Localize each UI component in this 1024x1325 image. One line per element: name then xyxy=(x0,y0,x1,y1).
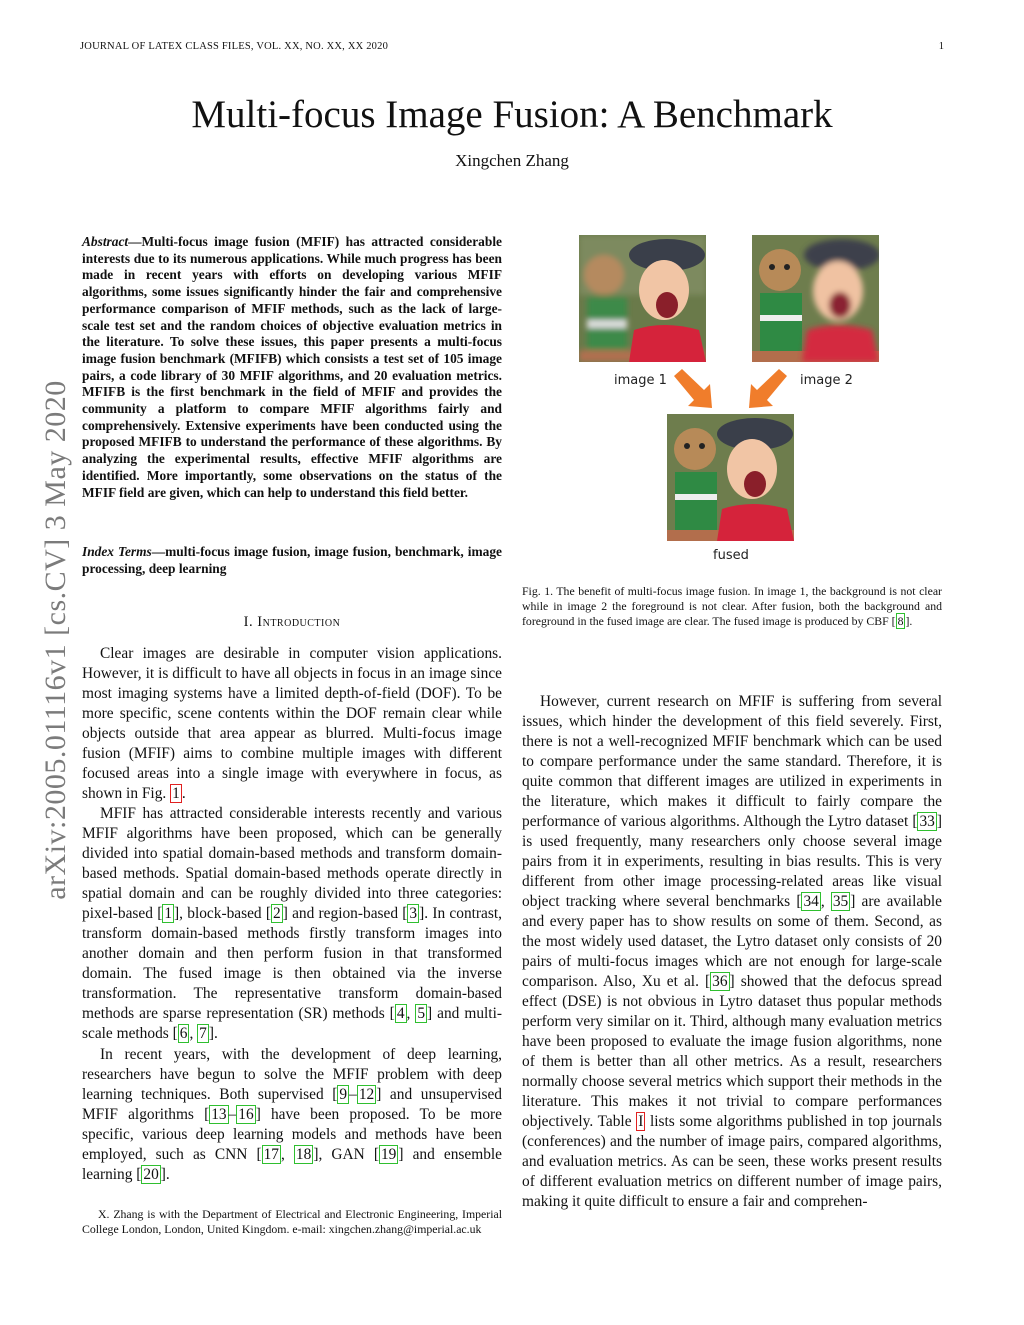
caption-label: Fig. 1. xyxy=(522,584,554,598)
paragraph-text: ], block-based [ xyxy=(174,905,271,922)
paragraph-text: ] and region-based [ xyxy=(282,905,408,922)
index-terms-text: multi-focus image fusion, image fusion, benchmark, image processing, deep learning xyxy=(82,544,502,576)
citation-link[interactable]: 4 xyxy=(396,1005,405,1022)
image-2-label: image 2 xyxy=(800,373,853,388)
paragraph-text: ] and ensemble learning [ xyxy=(82,1146,502,1183)
journal-name: JOURNAL OF LATEX CLASS FILES, VOL. XX, NO. XX, XX 2020 xyxy=(80,41,389,52)
image-1-photo xyxy=(579,235,706,362)
paragraph-text: ] showed that the defocus spread effect (DSE) is not obvious in Lytro dataset thus popular methods perform very similar on it. Third, although many evaluation metrics have been proposed to evaluate the image fusion algorithms, none of them is better than all other metrics. As a result, researchers normally choose several metrics which support their methods in the literature. This makes it not trivial to compare performances objectively. Table xyxy=(522,973,942,1130)
paragraph-text: ] is used frequently, many researchers only choose several image pairs from it in experiments, resulting in bias results. This is very different from other image processing-related areas like visual object tracking where several benchmarks [ xyxy=(522,813,942,910)
fused-label: fused xyxy=(713,548,749,563)
citation-link[interactable]: 12 xyxy=(358,1086,375,1103)
paragraph-text: ] and multi-scale methods [ xyxy=(82,1005,502,1042)
citation-link[interactable]: 8 xyxy=(897,614,904,629)
citation-link[interactable]: 36 xyxy=(712,973,728,990)
citation-link[interactable]: 20 xyxy=(143,1166,159,1183)
citation-link[interactable]: 17 xyxy=(263,1146,279,1163)
paper-title: Multi-focus Image Fusion: A Benchmark xyxy=(191,93,833,136)
index-terms-label: Index Terms xyxy=(82,544,152,559)
author-footnote: X. Zhang is with the Department of Electrical and Electronic Engineering, Imperial College London, London, United Kingdom. e-mail: xingchen.zhang@imperial.ac.uk xyxy=(82,1207,502,1237)
intro-paragraph-1 xyxy=(82,644,502,804)
paragraph-text: ]. xyxy=(208,1025,218,1042)
caption-text: The benefit of multi-focus image fusion. In image 1, the background is not clear while in image 2 the foreground is not clear. After fusion, both the background and foreground in the fused image are clear. The fused image is produced by CBF [ xyxy=(522,584,942,629)
intro-paragraph-2: MFIF has attracted considerable interests recently and various MFIF algorithms have been proposed, which can be generally divided into spatial domain-based methods and transform domain-based methods. Spatial domain-based methods operate directly in spatial domain and can be roughly divided into three categories: pixel-based [ 1 ], block-based [ 2 ] and region-based [ 3 ]. In contrast, transform domain-based methods firstly transform images into another domain and then perform fusion in that transformed domain. The fused image is then obtained via the inverse transformation. The representative transform domain-based methods are sparse representation (SR) methods [ 4 , 5 ] and multi-scale methods [ 6 , 7 ]. xyxy=(82,805,502,1042)
citation-link[interactable]: 5 xyxy=(417,1005,426,1022)
citation-link[interactable]: 18 xyxy=(295,1146,312,1163)
paragraph-text: ] have been proposed. To be more specific, various deep learning models and methods have been employed, such as CNN [ xyxy=(82,1106,502,1163)
arrow-left-down-icon xyxy=(744,368,789,410)
citation-link[interactable]: 13 xyxy=(211,1106,227,1123)
page-number: 1 xyxy=(938,41,944,52)
image-1-label: image 1 xyxy=(614,373,667,388)
abstract: Abstract—Multi-focus image fusion (MFIF) has attracted considerable interests due to its numerous applications. While much progress has been made in recent years with efforts on developing various MFIF algorithms, some issues significantly hinder the fair and comprehensive performance comparison of MFIF methods, such as the lack of large-scale test set and the random choices of objective evaluation metrics in the literature. To solve these issues, this paper presents a multi-focus image fusion benchmark (MFIFB) which consists a test set of 105 image pairs, a code library of 30 MFIF algorithms, and 20 evaluation metrics. MFIFB is the first benchmark in the field of MFIF and provides the community a platform to compare MFIF algorithms fairly and comprehensively. Extensive experiments have been conducted using the proposed MFIFB to understand the performance of these algorithms. By analyzing the experimental results, effective MFIF algorithms are identified. More importantly, some observations on the status of the MFIF field are given, which can help to understand this field better. xyxy=(82,234,502,500)
paragraph-text: ], GAN [ xyxy=(313,1146,379,1163)
intro-paragraph-3: In recent years, with the development of deep learning, researchers have begun to solve the MFIF problem with deep learning techniques. Both supervised [ 9 – 12 ] and unsupervised MFIF algorithms [ 13 – 16 ] have been proposed. To be more specific, various deep learning models and methods have been employed, such as CNN [ 17 , 18 ], GAN [ 19 ] and ensemble learning [ 20 ]. xyxy=(82,1046,502,1183)
abstract-text: Multi-focus image fusion (MFIF) has attracted considerable interests due to its numerous applications. While much progress has been made in recent years with efforts on developing various MFIF algorithms, some issues significantly hinder the fair and comprehensive performance comparison of MFIF methods, such as the lack of large-scale test set and the random choices of objective evaluation metrics in the literature. To solve these issues, this paper presents a multi-focus image fusion benchmark (MFIFB) which consists a test set of 105 image pairs, a code library of 30 MFIF algorithms, and 20 evaluation metrics. MFIFB is the first benchmark in the field of MFIF and provides the community a platform to compare MFIF algorithms fairly and comprehensively. Extensive experiments have been conducted using the proposed MFIFB to understand the performance of these algorithms. By analyzing the experimental results, effective MFIF algorithms are identified. More importantly, some observations on the status of the MFIF field are given, which can help to understand this field better. xyxy=(82,234,502,500)
paragraph-text: However, current research on MFIF is suffering from several issues, which hinder the development of this field severely. First, there is not a well-recognized MFIF benchmark which can be used to compare performance under the same standard. Therefore, it is quite common that different images are utilized in experiments in the literature, which makes it difficult to fairly compare the performance of various algorithms. Although the Lytro dataset [ xyxy=(522,693,942,830)
citation-link[interactable]: 2 xyxy=(273,905,281,922)
section-heading xyxy=(82,614,502,631)
section-number: I. xyxy=(243,614,254,630)
paragraph-text: MFIF has attracted considerable interests recently and various MFIF algorithms have been proposed, which can be generally divided into spatial domain-based methods and transform domain-based methods. Spatial domain-based methods operate directly in spatial domain and can be roughly divided into three categories: pixel-based [ xyxy=(82,805,502,922)
citation-link[interactable]: 9 xyxy=(339,1086,348,1103)
fused-photo xyxy=(667,414,794,541)
running-header xyxy=(80,41,388,52)
citation-link[interactable]: 35 xyxy=(832,893,849,910)
citation-link[interactable]: 33 xyxy=(919,813,935,830)
paragraph-text: In recent years, with the development of deep learning, researchers have begun to solve the MFIF problem with deep learning techniques. Both supervised [ xyxy=(82,1046,502,1103)
figure-caption xyxy=(522,584,942,630)
citation-link[interactable]: 34 xyxy=(803,893,819,910)
image-2-photo xyxy=(752,235,879,362)
table-link[interactable]: I xyxy=(638,1113,644,1130)
section-title: Introduction xyxy=(257,614,341,630)
paragraph-text: ] and unsupervised MFIF algorithms [ xyxy=(82,1086,502,1123)
caption-end: ]. xyxy=(905,614,913,629)
index-terms: Index Terms—multi-focus image fusion, image fusion, benchmark, image processing, deep learning xyxy=(82,544,502,576)
figure-link[interactable]: 1 xyxy=(172,785,180,802)
citation-link[interactable]: 16 xyxy=(238,1106,254,1123)
paragraph-text: ] are available and every paper has to show results on some of them. Second, as the most widely used dataset, the Lytro dataset only consists of 20 pairs of multi-focus images which are not enough for large-scale comparison. Also, Xu et al. [ xyxy=(522,893,942,990)
paragraph-text: Clear images are desirable in computer vision applications. However, it is difficult to have all objects in focus in an image since most imaging systems have a limited depth-of-field (DOF). To be more specific, scene contents within the DOF remain clear while objects outside that area appear as blurred. Multi-focus image fusion (MFIF) aims to combine multiple images with different focused areas into a single image with everywhere in focus, as shown in Fig. xyxy=(82,645,502,802)
citation-link[interactable]: 1 xyxy=(164,905,173,922)
citation-link[interactable]: 3 xyxy=(409,905,418,922)
paragraph-text: . xyxy=(181,785,186,802)
paper-author: Xingchen Zhang xyxy=(455,151,569,170)
citation-link[interactable]: 6 xyxy=(179,1025,188,1042)
paragraph-text: ]. xyxy=(160,1166,170,1183)
arxiv-stamp: arXiv:2005.01116v1 [cs.CV] 3 May 2020 xyxy=(39,380,72,900)
paragraph-text: ]. In contrast, transform domain-based methods firstly transform images into another domain and then perform fusion in that transformed domain. The fused image is then obtained via the inverse transformation. The representative transform domain-based methods are sparse representation (SR) methods [ xyxy=(82,905,502,1022)
intro-paragraph-4: However, current research on MFIF is suffering from several issues, which hinder the development of this field severely. First, there is not a well-recognized MFIF benchmark which can be used to compare performance under the same standard. Therefore, it is quite common that different images are utilized in experiments in the literature, which makes it difficult to fairly compare the performance of various algorithms. Although the Lytro dataset [ 33 ] is used frequently, many researchers only choose several image pairs from it in experiments, resulting in bias results. This is very different from other image processing-related areas like visual object tracking where several benchmarks [ 34 , 35 ] are available and every paper has to show results on some of them. Second, as the most widely used dataset, the Lytro dataset only consists of 20 pairs of multi-focus images which are not enough for large-scale comparison. Also, Xu et al. [ 36 ] showed that the defocus spread effect (DSE) is not obvious in Lytro dataset thus popular methods perform very similar on it. Third, although many evaluation metrics have been proposed to evaluate the image fusion algorithms, none of them is better than all other metrics. As a result, researchers normally choose several metrics which support their methods in the literature. This makes it not trivial to compare performances objectively. Table I lists some algorithms published in top journals (conferences) and the number of image pairs, compared algorithms, and evaluation metrics. As can be seen, these works present results of different evaluation metrics on different number of image pairs, making it quite difficult to ensure a fair and comprehen- xyxy=(522,693,942,1210)
figure-1 xyxy=(522,230,942,570)
citation-link[interactable]: 7 xyxy=(199,1025,207,1042)
abstract-label: Abstract xyxy=(82,234,129,249)
paragraph-text: lists some algorithms published in top journals (conferences) and the number of image pairs, compared algorithms, and evaluation metrics. As can be seen, these works present results of different evaluation metrics on different number of image pairs, making it quite difficult to ensure a fair and comprehen- xyxy=(522,1113,942,1210)
citation-link[interactable]: 19 xyxy=(380,1146,397,1163)
arrow-right-down-icon xyxy=(672,368,717,410)
